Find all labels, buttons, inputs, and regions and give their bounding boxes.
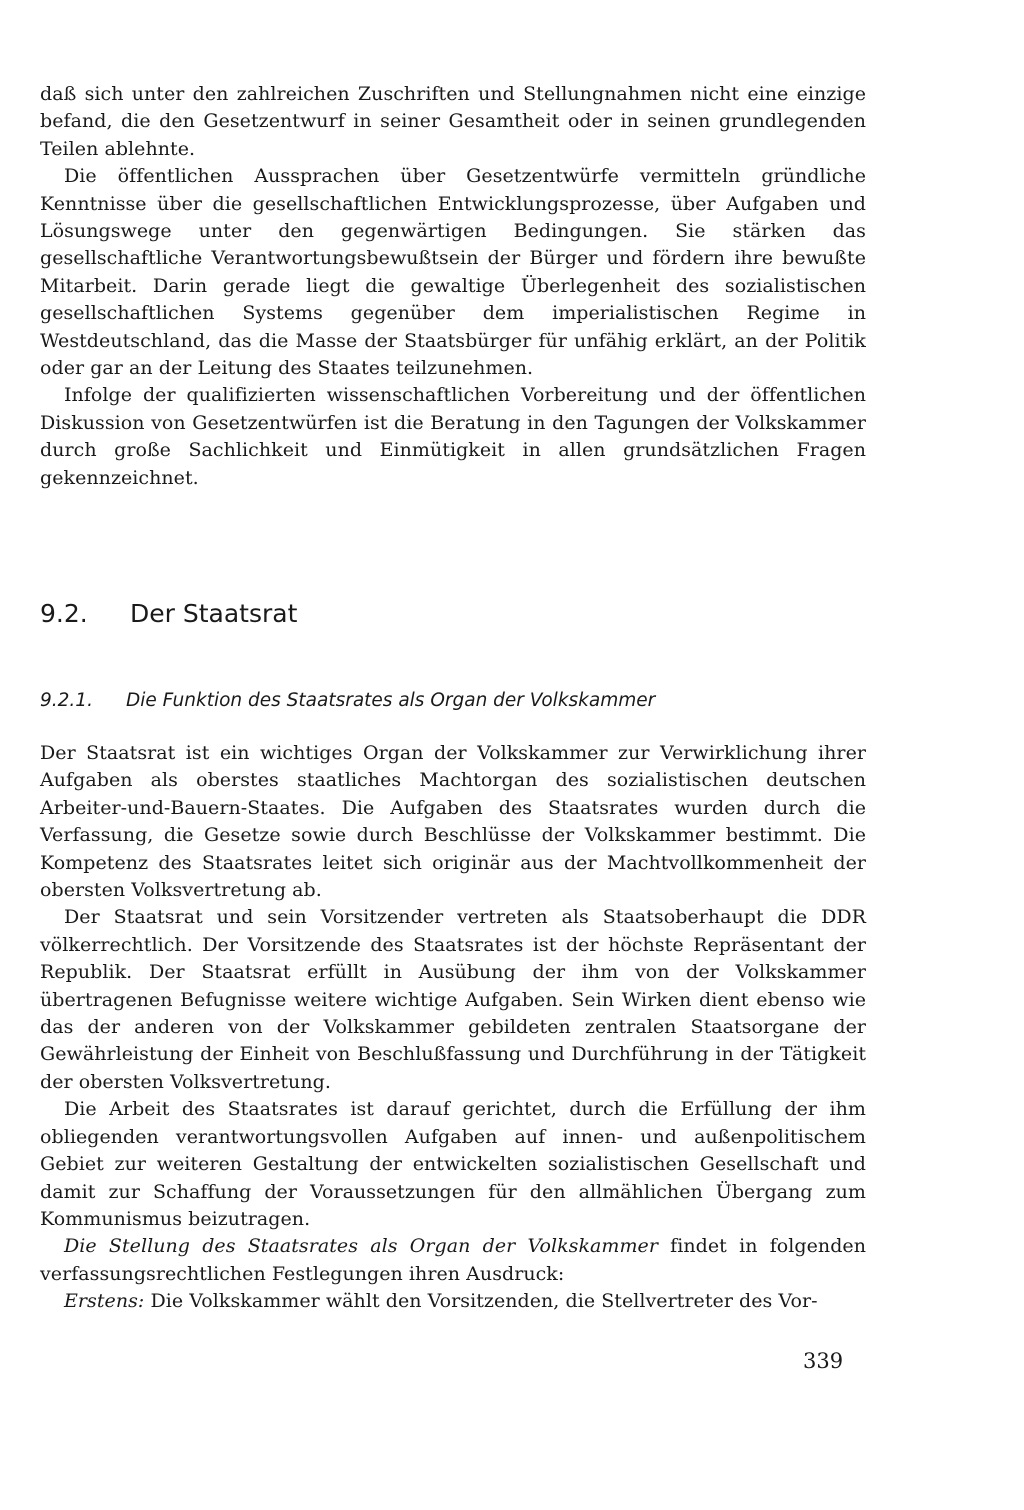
- emphasis-text: Erstens:: [64, 1290, 145, 1313]
- page-number: 339: [803, 1349, 844, 1373]
- subsection-number: 9.2.1.: [40, 690, 93, 711]
- paragraph: Der Staatsrat ist ein wichtiges Organ der Volkskammer zur Verwirklichung ihrer Aufgaben als oberstes staatliches Machtorgan des sozialistischen deutschen Arbeiter-und-Bauern-Staates. Die Aufgaben des Staatsrates wurden durch die Verfassung, die Gesetze sowie durch Beschlüsse der Volkskammer bestimmt. Die Kompetenz des Staatsrates leitet sich originär aus der Machtvollkommenheit der obersten Volksvertretung ab.: [40, 742, 866, 902]
- paragraph: Der Staatsrat und sein Vorsitzender vertreten als Staatsoberhaupt die DDR völkerrechtlich. Der Vorsitzende des Staatsrates ist der höchste Repräsentant der Republik. Der Staatsrat erfüllt in Ausübung der ihm von der Volkskammer übertragenen Befugnisse weitere wichtige Aufgaben. Sein Wirken dient ebenso wie das der anderen von der Volkskammer gebildeten zentralen Staatsorgane der Gewährleistung der Einheit von Beschlußfassung und Durchführung in der Tätigkeit der obersten Volksvertretung.: [40, 906, 866, 1093]
- text-block-staatsrat: [40, 740, 866, 1316]
- paragraph: daß sich unter den zahlreichen Zuschriften und Stellungnahmen nicht eine einzige befand, die den Gesetzentwurf in seiner Gesamtheit oder in seinen grundlegenden Teilen ablehnte.: [40, 83, 866, 160]
- paragraph-text: Die Volkskammer wählt den Vorsitzenden, die Stellvertreter des Vor-: [144, 1290, 818, 1313]
- emphasis-text: Die Stellung des Staatsrates als Organ der Volkskammer: [64, 1235, 658, 1258]
- paragraph-text: findet in folgenden verfassungsrechtlichen Festlegungen ihren Ausdruck:: [40, 1235, 866, 1285]
- section-heading: [40, 596, 297, 632]
- paragraph: [40, 1288, 866, 1315]
- paragraph: Die öffentlichen Aussprachen über Gesetzentwürfe vermitteln gründliche Kenntnisse über die gesellschaftlichen Entwicklungsprozesse, über Aufgaben und Lösungswege unter den gegenwärtigen Bedingungen. Sie stärken das gesellschaftliche Verantwortungsbewußtsein der Bürger und fördern ihre bewußte Mitarbeit. Darin gerade liegt die gewaltige Überlegenheit des sozialistischen gesellschaftlichen Systems gegenüber dem imperialistischen Regime in Westdeutschland, das die Masse der Staatsbürger für unfähig erklärt, an der Politik oder gar an der Leitung des Staates teilzunehmen.: [40, 165, 866, 380]
- section-title: Der Staatsrat: [130, 599, 298, 628]
- paragraph: Die Arbeit des Staatsrates ist darauf gerichtet, durch die Erfüllung der ihm obliegenden verantwortungsvollen Aufgaben auf innen- und außenpolitischem Gebiet zur weiteren Gestaltung der entwickelten sozialistischen Gesellschaft und damit zur Schaffung der Voraussetzungen für den allmählichen Übergang zum Kommunismus beizutragen.: [40, 1098, 866, 1230]
- paragraph: Infolge der qualifizierten wissenschaftlichen Vorbereitung und der öffentlichen Diskussion von Gesetzentwürfen ist die Beratung in den Tagungen der Volkskammer durch große Sachlichkeit und Einmütigkeit in allen grundsätzlichen Fragen gekennzeichnet.: [40, 384, 866, 489]
- paragraph: [40, 1233, 866, 1288]
- text-block-continuation: [40, 81, 866, 492]
- subsection-heading: [40, 686, 655, 716]
- subsection-title: Die Funktion des Staatsrates als Organ der Volkskammer: [126, 690, 656, 711]
- section-number: 9.2.: [40, 599, 88, 628]
